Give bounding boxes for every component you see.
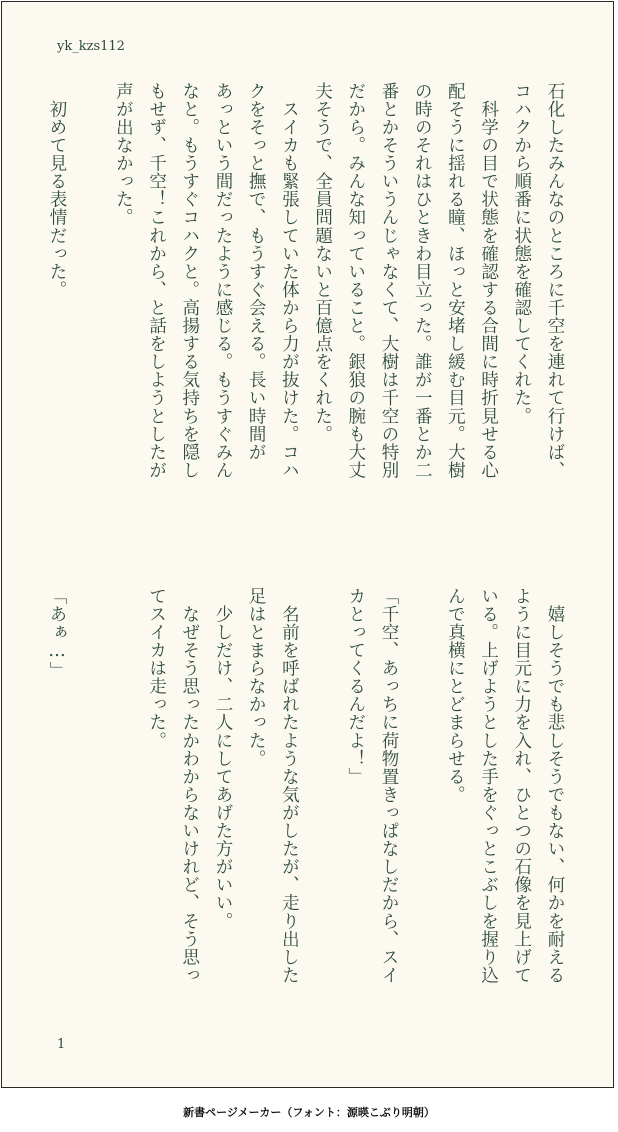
author-name: yk_kzs112 bbox=[57, 39, 125, 54]
book-page bbox=[1, 1, 614, 1088]
footer-credit: 新書ページメーカー（フォント：源暎こぶり明朝） bbox=[183, 1106, 435, 1119]
lower-text-block: 嬉しそうでも悲しそうでもない、何かを耐える ように目元に力を入れ、ひとつの石像を見上げて いる。上げようとした手をぐっとこぶしを握り込 んで真横にとどまらせる。 「千空、あっちに荷物置きっぱなしだから、スイ カとってくるんだよ！」 名前を呼ばれたような気がしたが、走り出した 足はとまらなかった。 少しだけ、二人にしてあげた方がいい。 なぜそう思ったかわからないけれど、そう思っ てスイカは走った。 「あぁ…」 bbox=[46, 587, 565, 985]
upper-text-block: 石化したみんなのところに千空を連れて行けば、 コハクから順番に状態を確認してくれた。 科学の目で状態を確認する合間に時折見せる心 配そうに揺れる瞳、ほっと安堵し緩む目元。大樹 の時のそれはひときわ目立った。誰が一番とか二 番とかそういうんじゃなくて、大樹は千空の特別 だから。みんな知っていること。銀狼の腕も大丈 夫そうで、全員問題ないと百億点をくれた。 スイカも緊張していた体から力が抜けた。コハ クをそっと撫で、もうすぐ会える。長い時間が あっという間だったように感じる。もうすぐみん なと。もうすぐコハクと。高揚する気持ちを隠し もせず、千空！これから、と話をしようとしたが 声が出なかった。 初めて見る表情だった。 bbox=[46, 82, 565, 480]
page-number: 1 bbox=[57, 1037, 66, 1052]
